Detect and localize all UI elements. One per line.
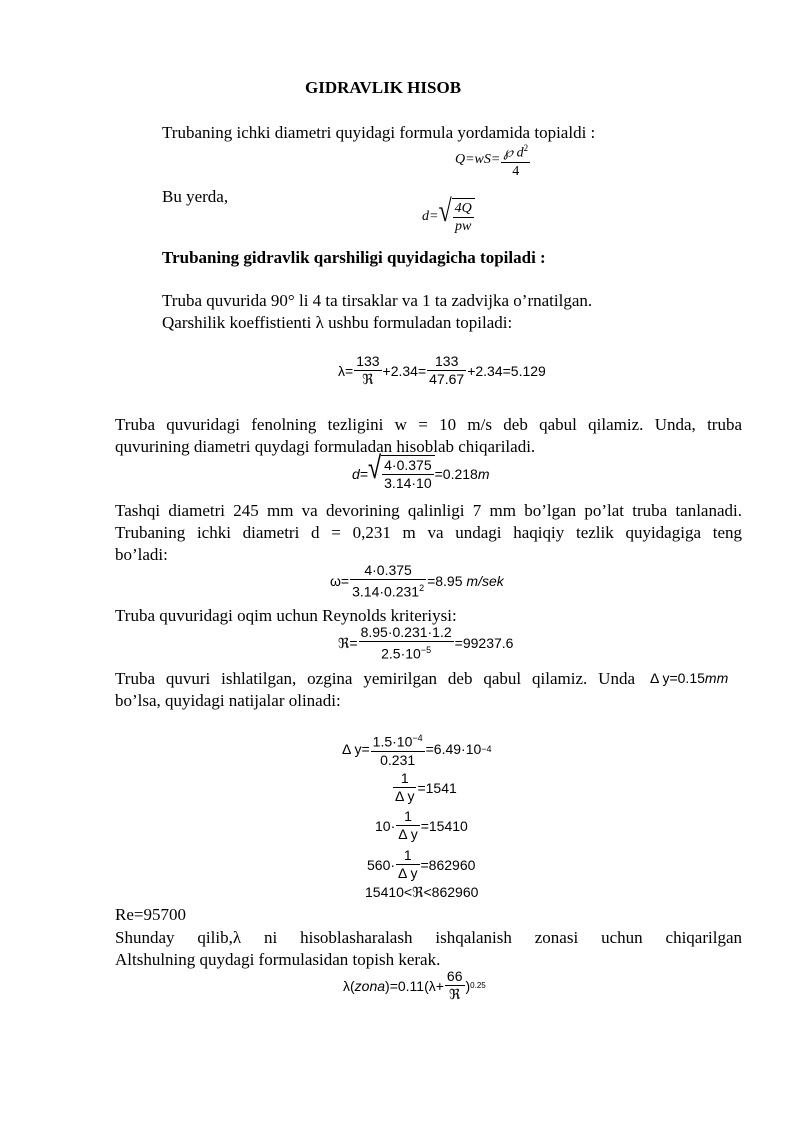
formula-velocity: ω= $\frac{4\cdot 0.375}{3.14\cdot 0.231^2}$ =8.95 m/sek [330,562,504,600]
formula-inline-roughness: Δ y=0.15mm [650,670,729,686]
paragraph-pipe-selection-line3: bo’ladi: [115,545,168,564]
paragraph-velocity-line2: quvurining diametri quydagi formuladan hisoblab chiqariladi. [115,437,536,456]
paragraph-altshul-line2: Altshulning quydagi formulasidan topish kerak. [115,950,441,969]
heading-hydraulic-resistance: Trubaning gidravlik qarshiligi quyidagicha topiladi : [162,248,546,267]
formula-flow-rate: Q=wS= $\frac{℘ d^2}{4}$ [455,140,531,180]
re-value: Re=95700 [115,905,186,924]
formula-relative-roughness: Δ y= $\frac{1.5\cdot 10^{-4}}{0.231}$ =6.49·10 −4 [342,730,492,769]
paragraph-reynolds: Truba quvuridagi oqim uchun Reynolds kriteriysi: [115,606,457,625]
paragraph-roughness-line1: Truba quvuri ishlatilgan, ozgina yemirilgan deb qabul qilamiz. Unda [115,669,635,688]
paragraph-velocity-line1: Truba quvuridagi fenolning tezligini w = 10 m/s deb qabul qilamiz. Unda, truba [115,415,742,434]
paragraph-roughness-line2: bo’lsa, quyidagi natijalar olinadi: [115,691,341,710]
formula-altshul: λ( zona )=0.11(λ+ $\frac{66}{\text{ℜ}}$ ) 0.25 [343,968,486,1002]
formula-lower-limit: 10· $\frac{1}{\text{Δ y}}$ =15410 [375,808,468,842]
paragraph-altshul-line1: Shunday qilib,λ ni hisoblasharalash ishqalanish zonasi uchun chiqarilgan [115,928,742,947]
paragraph-fittings: Truba quvurida 90° li 4 ta tirsaklar va 1 ta zadvijka o’rnatilgan. [162,291,593,310]
paragraph-intro: Trubaning ichki diametri quyidagi formula yordamida topialdi : [162,123,596,142]
formula-diameter-value: d= √ $\frac{4\cdot 0.375}{3.14\cdot 10}$ =0.218 m [352,450,490,491]
paragraph-where: Bu yerda, [162,187,229,206]
paragraph-pipe-selection-line2: Trubaning ichki diametri d = 0,231 m va undagi haqiqiy tezlik quyidagiga teng [115,523,742,542]
paragraph-pipe-selection-line1: Tashqi diametri 245 mm va devorining qalinligi 7 mm bo’lgan po’lat truba tanlanadi. [115,501,742,520]
paragraph-resistance-coefficient: Qarshilik koeffistienti λ ushbu formuladan topiladi: [162,313,513,332]
page-title: GIDRAVLIK HISOB [305,78,462,97]
formula-reynolds: ℜ= $\frac{8.95\cdot 0.231\cdot 1.2}{2.5\cdot 10^{-5}}$ =99237.6 [338,624,514,662]
formula-lambda: λ= $\frac{133}{\text{ℜ}}$ +2.34= $\frac{133}{47.67}$ +2.34=5.129 [338,353,546,387]
formula-diameter: d= √ $\frac{4Q}{pw}$ [422,198,475,235]
formula-inverse-roughness: $\frac{1}{\text{Δ y}}$ =1541 [395,770,457,804]
formula-upper-limit: 560· $\frac{1}{\text{Δ y}}$ =862960 [367,847,476,881]
formula-zone-inequality: 15410<ℜ<862960 [365,884,479,900]
